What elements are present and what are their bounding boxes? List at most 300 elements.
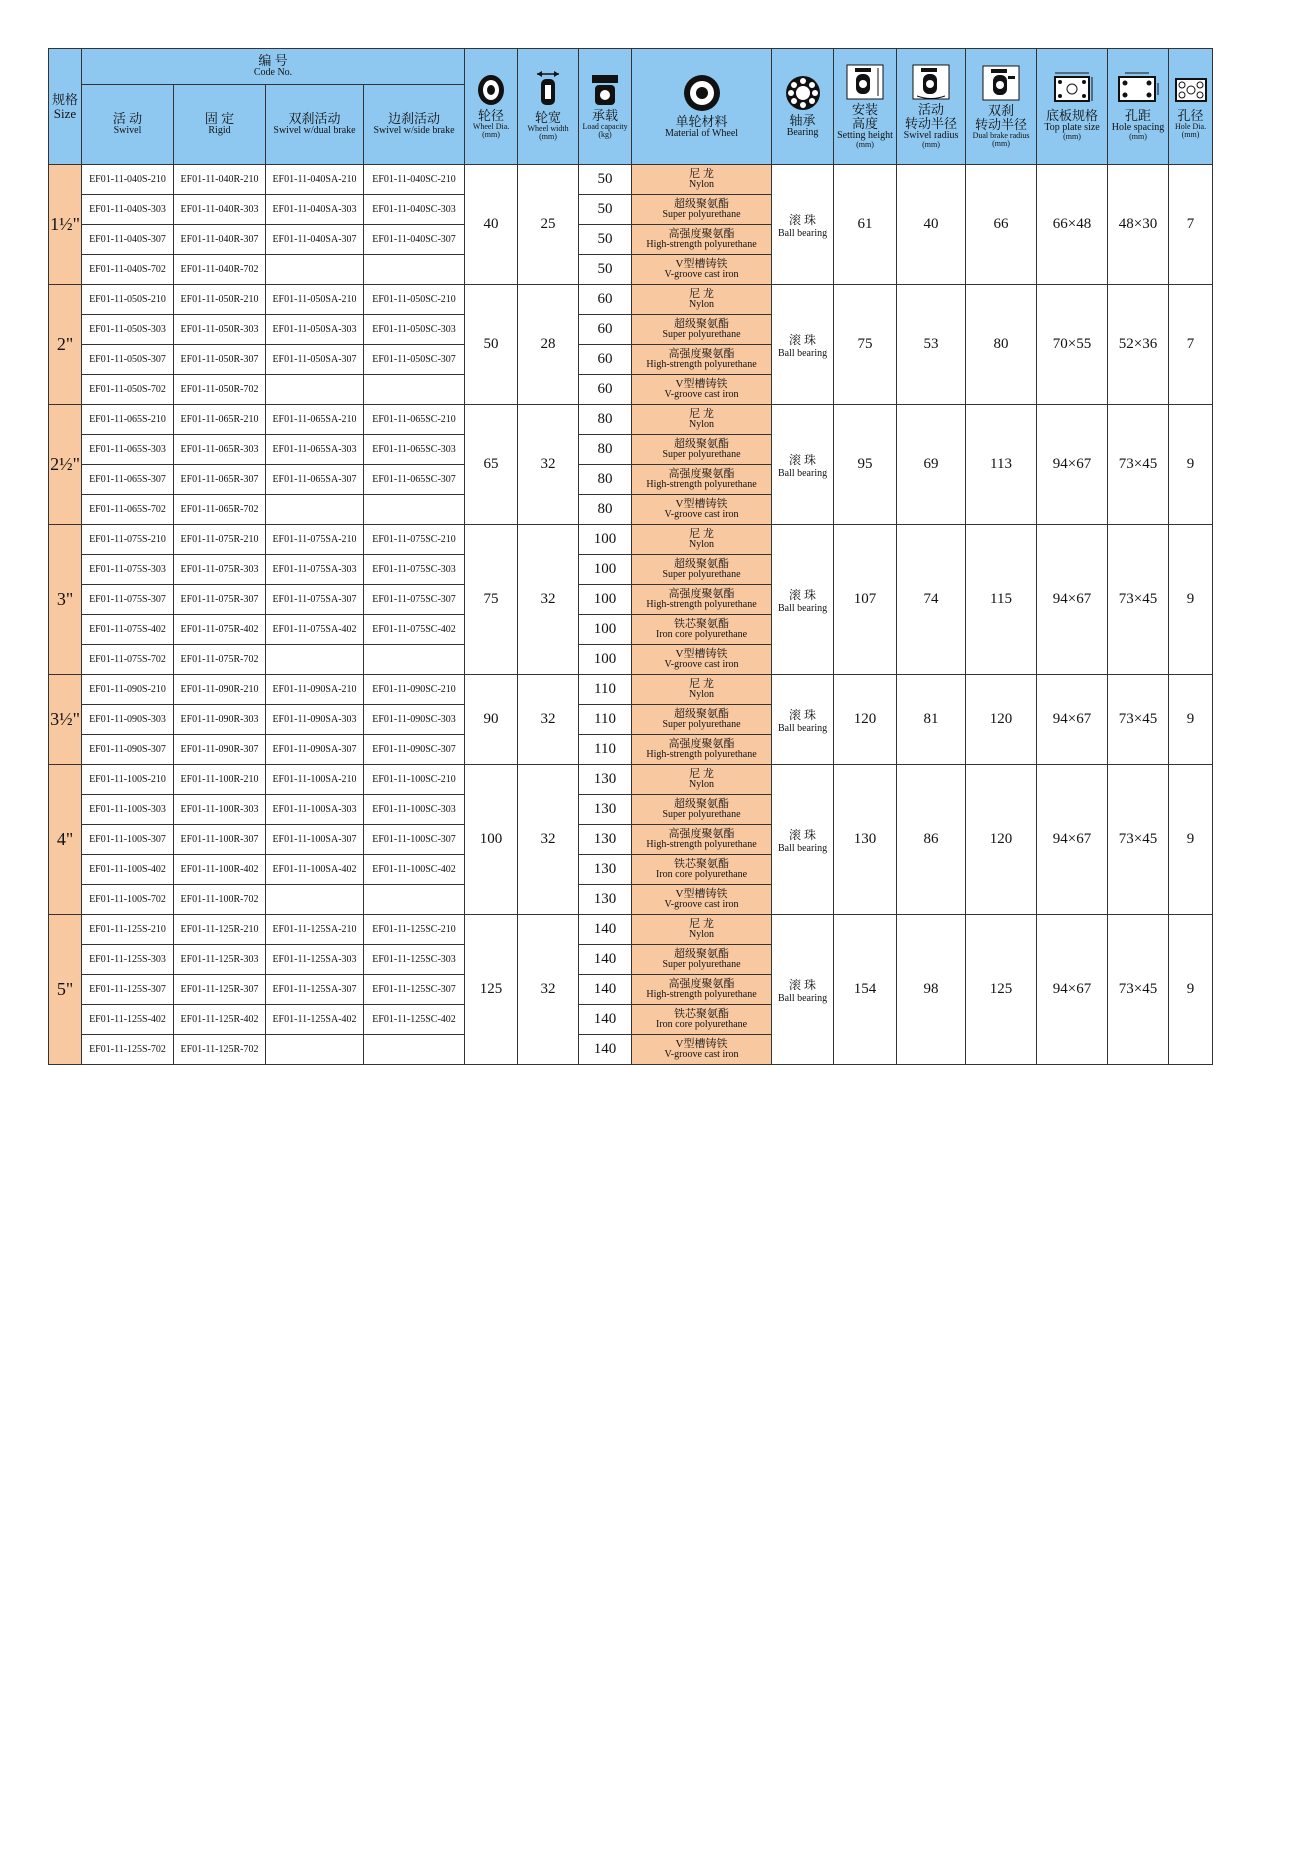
- material-cell: [632, 825, 772, 855]
- side-brake-code-cell: EF01-11-100SC-210: [364, 765, 465, 795]
- material-en: V-groove cast iron: [664, 389, 739, 400]
- wheel-width-cell: 32: [518, 765, 579, 915]
- material-en: Super polyurethane: [662, 719, 741, 730]
- table-row: [49, 915, 1213, 945]
- swivel-radius-cell: 86: [897, 765, 966, 915]
- material-en: Iron core polyurethane: [655, 1019, 748, 1030]
- swivel-code-cell: EF01-11-075S-303: [82, 555, 174, 585]
- hole-spacing-cell: 52×36: [1108, 285, 1169, 405]
- side-brake-code-cell: EF01-11-040SC-307: [364, 225, 465, 255]
- material-zh: 超级聚氨酯: [674, 438, 730, 450]
- hole-dia-zh: 孔径: [1177, 108, 1204, 124]
- bearing-cell: [772, 525, 834, 675]
- setting-height-unit: (mm): [856, 140, 874, 150]
- top-plate-unit: (mm): [1063, 132, 1081, 142]
- dual-brake-code-cell: [266, 495, 364, 525]
- swivel-radius-cell: 74: [897, 525, 966, 675]
- top-plate-icon: [1049, 71, 1095, 107]
- dual-brake-code-cell: [266, 885, 364, 915]
- swivel-code-cell: EF01-11-075S-702: [82, 645, 174, 675]
- dual-brake-radius-zh2: 转动半径: [975, 117, 1028, 133]
- side-brake-code-cell: EF01-11-065SC-210: [364, 405, 465, 435]
- side-brake-code-cell: [364, 645, 465, 675]
- swivel-code-cell: EF01-11-100S-702: [82, 885, 174, 915]
- rigid-code-cell: EF01-11-090R-303: [174, 705, 266, 735]
- rigid-code-cell: EF01-11-075R-402: [174, 615, 266, 645]
- material-zh: 尼 龙: [689, 408, 714, 420]
- size-cell: 4": [49, 765, 82, 915]
- material-cell: [632, 915, 772, 945]
- side-brake-code-cell: EF01-11-125SC-307: [364, 975, 465, 1005]
- bearing-en: Ball bearing: [777, 992, 828, 1004]
- swivel-radius-unit: (mm): [922, 140, 940, 150]
- top-plate-cell: 94×67: [1037, 915, 1108, 1065]
- material-zh: 超级聚氨酯: [674, 708, 730, 720]
- side-brake-code-cell: EF01-11-100SC-402: [364, 855, 465, 885]
- material-en: High-strength polyurethane: [646, 989, 757, 1000]
- wheel-dia-header: [465, 49, 518, 165]
- material-en: Iron core polyurethane: [655, 869, 748, 880]
- material-zh: 铁芯聚氨酯: [674, 618, 730, 630]
- dual-brake-code-cell: EF01-11-125SA-307: [266, 975, 364, 1005]
- wheel-dia-cell: 40: [465, 165, 518, 285]
- swivel-radius-cell: 69: [897, 405, 966, 525]
- bearing-en: Ball bearing: [777, 722, 828, 734]
- material-zh: 单轮材料: [675, 114, 728, 130]
- swivel-code-cell: EF01-11-065S-210: [82, 405, 174, 435]
- bearing-zh: 滚 珠: [789, 587, 817, 602]
- material-en: Nylon: [689, 689, 715, 700]
- material-en: Super polyurethane: [662, 809, 741, 820]
- material-cell: [632, 615, 772, 645]
- setting-height-cell: 61: [834, 165, 897, 285]
- load-cell: 140: [579, 975, 632, 1005]
- material-zh: V型槽铸铁: [675, 1038, 728, 1050]
- material-cell: [632, 795, 772, 825]
- bearing-zh: 滚 珠: [789, 707, 817, 722]
- table-row: [49, 675, 1213, 705]
- setting-height-en: Setting height: [837, 129, 893, 141]
- material-zh: 高强度聚氨酯: [668, 468, 735, 480]
- rigid-code-cell: EF01-11-125R-307: [174, 975, 266, 1005]
- material-zh: 超级聚氨酯: [674, 558, 730, 570]
- rigid-code-cell: EF01-11-125R-210: [174, 915, 266, 945]
- setting-height-zh2: 高度: [852, 116, 879, 132]
- hole-spacing-en: Hole spacing: [1111, 121, 1165, 133]
- swivel-dual-brake-header: [266, 85, 364, 165]
- material-cell: [632, 465, 772, 495]
- material-cell: [632, 855, 772, 885]
- load-cell: 130: [579, 765, 632, 795]
- material-cell: [632, 765, 772, 795]
- material-zh: 尼 龙: [689, 678, 714, 690]
- dual-brake-code-cell: EF01-11-090SA-307: [266, 735, 364, 765]
- table-row: [49, 765, 1213, 795]
- top-plate-cell: 66×48: [1037, 165, 1108, 285]
- top-plate-zh: 底板规格: [1046, 108, 1099, 124]
- hole-spacing-unit: (mm): [1129, 132, 1147, 142]
- top-plate-cell: 94×67: [1037, 675, 1108, 765]
- material-zh: V型槽铸铁: [675, 498, 728, 510]
- swivel-code-cell: EF01-11-100S-303: [82, 795, 174, 825]
- material-zh: V型槽铸铁: [675, 888, 728, 900]
- wheel-dia-cell: 90: [465, 675, 518, 765]
- load-cell: 60: [579, 345, 632, 375]
- material-zh: 高强度聚氨酯: [668, 828, 735, 840]
- dual-brake-code-cell: EF01-11-125SA-303: [266, 945, 364, 975]
- table-row: [49, 525, 1213, 555]
- material-zh: 高强度聚氨酯: [668, 738, 735, 750]
- dual-brake-code-cell: EF01-11-050SA-210: [266, 285, 364, 315]
- dual-brake-code-cell: [266, 255, 364, 285]
- swivel-code-cell: EF01-11-125S-402: [82, 1005, 174, 1035]
- wheel-dia-cell: 100: [465, 765, 518, 915]
- material-en: High-strength polyurethane: [646, 479, 757, 490]
- hole-dia-unit: (mm): [1181, 130, 1200, 140]
- bearing-zh: 滚 珠: [789, 332, 817, 347]
- setting-height-cell: 130: [834, 765, 897, 915]
- material-en: Super polyurethane: [662, 329, 741, 340]
- hole-dia-cell: 9: [1169, 525, 1213, 675]
- bearing-cell: [772, 915, 834, 1065]
- material-en: Nylon: [689, 779, 715, 790]
- wheel-width-zh: 轮宽: [535, 110, 562, 126]
- material-cell: [632, 705, 772, 735]
- load-cell: 140: [579, 945, 632, 975]
- wheel-dia-cell: 50: [465, 285, 518, 405]
- dual-brake-radius-cell: 120: [966, 765, 1037, 915]
- material-cell: [632, 555, 772, 585]
- swivel-code-cell: EF01-11-065S-307: [82, 465, 174, 495]
- hole-dia-cell: 7: [1169, 165, 1213, 285]
- wheel-width-icon: [533, 71, 563, 109]
- hole-spacing-zh: 孔距: [1125, 108, 1152, 124]
- dual-brake-radius-cell: 120: [966, 675, 1037, 765]
- dual-brake-radius-unit: (mm): [992, 139, 1010, 149]
- dual-brake-code-cell: EF01-11-065SA-210: [266, 405, 364, 435]
- load-cell: 80: [579, 405, 632, 435]
- rigid-code-cell: EF01-11-065R-702: [174, 495, 266, 525]
- size-cell: 2½": [49, 405, 82, 525]
- table-row: [49, 285, 1213, 315]
- material-cell: [632, 885, 772, 915]
- swivel-side-brake-header: [364, 85, 465, 165]
- material-en: V-groove cast iron: [664, 269, 739, 280]
- material-cell: [632, 375, 772, 405]
- dual-brake-code-cell: [266, 645, 364, 675]
- wheel-width-cell: 28: [518, 285, 579, 405]
- rigid-code-cell: EF01-11-065R-307: [174, 465, 266, 495]
- load-capacity-zh: 承载: [592, 108, 619, 124]
- material-cell: [632, 945, 772, 975]
- material-cell: [632, 225, 772, 255]
- wheel-side-icon: [476, 73, 506, 107]
- material-en: V-groove cast iron: [664, 509, 739, 520]
- side-brake-code-cell: EF01-11-065SC-307: [364, 465, 465, 495]
- dual-brake-code-cell: EF01-11-065SA-307: [266, 465, 364, 495]
- load-cell: 100: [579, 645, 632, 675]
- swivel-caster-icon: [911, 63, 951, 101]
- code-no-header-en: Code No.: [253, 67, 293, 79]
- material-en: Super polyurethane: [662, 449, 741, 460]
- load-cell: 110: [579, 675, 632, 705]
- load-cell: 130: [579, 795, 632, 825]
- table-body: [49, 165, 1213, 1065]
- bearing-en: Ball bearing: [777, 347, 828, 359]
- load-cell: 50: [579, 225, 632, 255]
- rigid-code-cell: EF01-11-100R-307: [174, 825, 266, 855]
- rigid-code-cell: EF01-11-040R-307: [174, 225, 266, 255]
- side-brake-code-cell: EF01-11-100SC-307: [364, 825, 465, 855]
- bearing-zh: 滚 珠: [789, 452, 817, 467]
- dual-brake-radius-cell: 115: [966, 525, 1037, 675]
- rigid-code-cell: EF01-11-050R-307: [174, 345, 266, 375]
- size-cell: 3": [49, 525, 82, 675]
- material-zh: 高强度聚氨酯: [668, 228, 735, 240]
- material-cell: [632, 735, 772, 765]
- material-zh: 超级聚氨酯: [674, 318, 730, 330]
- dual-brake-code-cell: EF01-11-090SA-210: [266, 675, 364, 705]
- wheel-width-cell: 32: [518, 915, 579, 1065]
- material-zh: 高强度聚氨酯: [668, 348, 735, 360]
- dual-brake-code-cell: EF01-11-100SA-307: [266, 825, 364, 855]
- bearing-en: Ball bearing: [777, 467, 828, 479]
- side-brake-code-cell: EF01-11-050SC-307: [364, 345, 465, 375]
- swivel-radius-cell: 40: [897, 165, 966, 285]
- material-en: Material of Wheel: [664, 128, 739, 140]
- dual-brake-code-cell: EF01-11-100SA-402: [266, 855, 364, 885]
- wheel-width-cell: 32: [518, 525, 579, 675]
- swivel-code-cell: EF01-11-065S-303: [82, 435, 174, 465]
- hole-spacing-icon: [1115, 71, 1161, 107]
- swivel-code-cell: EF01-11-125S-702: [82, 1035, 174, 1065]
- size-header-zh: 规格: [51, 91, 78, 107]
- caster-spec-table: [48, 48, 1213, 1065]
- bearing-cell: [772, 675, 834, 765]
- wheel-width-cell: 32: [518, 675, 579, 765]
- material-cell: [632, 585, 772, 615]
- swivel-code-cell: EF01-11-050S-702: [82, 375, 174, 405]
- swivel-code-cell: EF01-11-100S-402: [82, 855, 174, 885]
- material-en: Iron core polyurethane: [655, 629, 748, 640]
- rigid-header-zh: 固 定: [204, 111, 235, 127]
- bearing-cell: [772, 165, 834, 285]
- dual-brake-code-cell: EF01-11-125SA-402: [266, 1005, 364, 1035]
- setting-height-cell: 95: [834, 405, 897, 525]
- dual-brake-code-cell: [266, 1035, 364, 1065]
- load-cell: 80: [579, 465, 632, 495]
- material-zh: 超级聚氨酯: [674, 198, 730, 210]
- wheel-dia-cell: 75: [465, 525, 518, 675]
- code-no-header: [82, 49, 465, 85]
- bearing-header: [772, 49, 834, 165]
- material-zh: 尼 龙: [689, 168, 714, 180]
- swivel-code-cell: EF01-11-040S-303: [82, 195, 174, 225]
- material-zh: 高强度聚氨酯: [668, 978, 735, 990]
- material-en: High-strength polyurethane: [646, 599, 757, 610]
- dual-brake-code-cell: EF01-11-075SA-307: [266, 585, 364, 615]
- size-cell: 3½": [49, 675, 82, 765]
- swivel-code-cell: EF01-11-065S-702: [82, 495, 174, 525]
- side-brake-code-cell: [364, 885, 465, 915]
- top-plate-cell: 94×67: [1037, 405, 1108, 525]
- material-en: High-strength polyurethane: [646, 749, 757, 760]
- wheel-width-cell: 25: [518, 165, 579, 285]
- side-brake-code-cell: EF01-11-040SC-210: [364, 165, 465, 195]
- side-brake-code-cell: EF01-11-075SC-210: [364, 525, 465, 555]
- size-cell: 1½": [49, 165, 82, 285]
- material-cell: [632, 435, 772, 465]
- material-en: High-strength polyurethane: [646, 839, 757, 850]
- material-cell: [632, 525, 772, 555]
- setting-height-zh1: 安装: [852, 102, 879, 118]
- swivel-radius-header: [897, 49, 966, 165]
- swivel-code-cell: EF01-11-090S-307: [82, 735, 174, 765]
- table-header: [49, 49, 1213, 165]
- swivel-code-cell: EF01-11-090S-210: [82, 675, 174, 705]
- load-cell: 50: [579, 165, 632, 195]
- wheel-tire-icon: [682, 73, 722, 113]
- load-cell: 60: [579, 315, 632, 345]
- material-cell: [632, 315, 772, 345]
- load-cell: 130: [579, 885, 632, 915]
- side-brake-code-cell: EF01-11-050SC-303: [364, 315, 465, 345]
- dual-brake-code-cell: EF01-11-040SA-303: [266, 195, 364, 225]
- material-zh: 铁芯聚氨酯: [674, 1008, 730, 1020]
- material-zh: V型槽铸铁: [675, 648, 728, 660]
- swivel-side-brake-zh: 边刹活动: [388, 111, 441, 127]
- material-zh: V型槽铸铁: [675, 378, 728, 390]
- rigid-code-cell: EF01-11-075R-210: [174, 525, 266, 555]
- material-zh: 尼 龙: [689, 768, 714, 780]
- material-en: High-strength polyurethane: [646, 359, 757, 370]
- swivel-radius-en: Swivel radius: [903, 129, 959, 141]
- bearing-en: Ball bearing: [777, 842, 828, 854]
- material-en: Nylon: [689, 299, 715, 310]
- swivel-code-cell: EF01-11-100S-210: [82, 765, 174, 795]
- dual-brake-code-cell: EF01-11-040SA-307: [266, 225, 364, 255]
- rigid-code-cell: EF01-11-125R-702: [174, 1035, 266, 1065]
- rigid-code-cell: EF01-11-065R-210: [174, 405, 266, 435]
- swivel-code-cell: EF01-11-100S-307: [82, 825, 174, 855]
- side-brake-code-cell: EF01-11-125SC-210: [364, 915, 465, 945]
- swivel-dual-brake-zh: 双刹活动: [288, 111, 341, 127]
- material-cell: [632, 345, 772, 375]
- setting-height-cell: 75: [834, 285, 897, 405]
- hole-dia-icon: [1173, 73, 1209, 107]
- material-en: Nylon: [689, 929, 715, 940]
- load-cell: 130: [579, 825, 632, 855]
- bearing-zh: 滚 珠: [789, 212, 817, 227]
- hole-dia-cell: 7: [1169, 285, 1213, 405]
- material-zh: 尼 龙: [689, 918, 714, 930]
- swivel-code-cell: EF01-11-090S-303: [82, 705, 174, 735]
- dual-brake-code-cell: EF01-11-100SA-303: [266, 795, 364, 825]
- top-plate-header: [1037, 49, 1108, 165]
- material-header: [632, 49, 772, 165]
- dual-brake-code-cell: [266, 375, 364, 405]
- bearing-cell: [772, 285, 834, 405]
- swivel-radius-cell: 98: [897, 915, 966, 1065]
- load-cell: 100: [579, 555, 632, 585]
- swivel-code-cell: EF01-11-075S-307: [82, 585, 174, 615]
- swivel-code-cell: EF01-11-040S-210: [82, 165, 174, 195]
- hole-dia-cell: 9: [1169, 675, 1213, 765]
- load-cell: 140: [579, 1035, 632, 1065]
- caster-height-icon: [845, 63, 885, 101]
- wheel-dia-unit: (mm): [482, 130, 500, 140]
- material-en: High-strength polyurethane: [646, 239, 757, 250]
- material-zh: 铁芯聚氨酯: [674, 858, 730, 870]
- material-cell: [632, 285, 772, 315]
- swivel-code-cell: EF01-11-050S-210: [82, 285, 174, 315]
- load-cell: 140: [579, 915, 632, 945]
- wheel-width-header: [518, 49, 579, 165]
- side-brake-code-cell: EF01-11-075SC-307: [364, 585, 465, 615]
- material-cell: [632, 675, 772, 705]
- material-cell: [632, 975, 772, 1005]
- dual-brake-radius-cell: 80: [966, 285, 1037, 405]
- swivel-dual-brake-en: Swivel w/dual brake: [273, 125, 356, 137]
- wheel-dia-en: Wheel Dia.: [472, 121, 510, 131]
- side-brake-code-cell: EF01-11-075SC-402: [364, 615, 465, 645]
- swivel-radius-zh1: 活动: [918, 102, 945, 118]
- rigid-code-cell: EF01-11-040R-702: [174, 255, 266, 285]
- dual-brake-code-cell: EF01-11-075SA-210: [266, 525, 364, 555]
- wheel-dia-cell: 65: [465, 405, 518, 525]
- bearing-cell: [772, 405, 834, 525]
- rigid-code-cell: EF01-11-100R-402: [174, 855, 266, 885]
- setting-height-cell: 107: [834, 525, 897, 675]
- rigid-code-cell: EF01-11-125R-402: [174, 1005, 266, 1035]
- bearing-zh: 滚 珠: [789, 827, 817, 842]
- rigid-header: [174, 85, 266, 165]
- material-zh: 尼 龙: [689, 528, 714, 540]
- hole-dia-cell: 9: [1169, 915, 1213, 1065]
- dual-brake-code-cell: EF01-11-040SA-210: [266, 165, 364, 195]
- hole-spacing-cell: 48×30: [1108, 165, 1169, 285]
- load-cell: 60: [579, 375, 632, 405]
- swivel-side-brake-en: Swivel w/side brake: [373, 125, 455, 137]
- bearing-zh: 滚 珠: [789, 977, 817, 992]
- material-en: Super polyurethane: [662, 569, 741, 580]
- material-en: V-groove cast iron: [664, 899, 739, 910]
- load-caster-icon: [589, 73, 621, 107]
- dual-brake-code-cell: EF01-11-100SA-210: [266, 765, 364, 795]
- hole-spacing-cell: 73×45: [1108, 525, 1169, 675]
- rigid-code-cell: EF01-11-040R-303: [174, 195, 266, 225]
- top-plate-cell: 70×55: [1037, 285, 1108, 405]
- dual-brake-code-cell: EF01-11-090SA-303: [266, 705, 364, 735]
- load-cell: 50: [579, 195, 632, 225]
- hole-spacing-cell: 73×45: [1108, 405, 1169, 525]
- material-zh: 尼 龙: [689, 288, 714, 300]
- dual-brake-code-cell: EF01-11-050SA-307: [266, 345, 364, 375]
- side-brake-code-cell: [364, 1035, 465, 1065]
- code-no-header-zh: 编 号: [258, 53, 288, 69]
- side-brake-code-cell: EF01-11-090SC-303: [364, 705, 465, 735]
- wheel-dia-zh: 轮径: [478, 108, 505, 124]
- side-brake-code-cell: EF01-11-065SC-303: [364, 435, 465, 465]
- dual-brake-radius-header: [966, 49, 1037, 165]
- material-cell: [632, 195, 772, 225]
- bearing-zh: 轴承: [789, 113, 816, 129]
- rigid-code-cell: EF01-11-090R-307: [174, 735, 266, 765]
- material-zh: 高强度聚氨酯: [668, 588, 735, 600]
- swivel-code-cell: EF01-11-125S-303: [82, 945, 174, 975]
- dual-brake-radius-zh1: 双刹: [988, 103, 1015, 119]
- rigid-code-cell: EF01-11-040R-210: [174, 165, 266, 195]
